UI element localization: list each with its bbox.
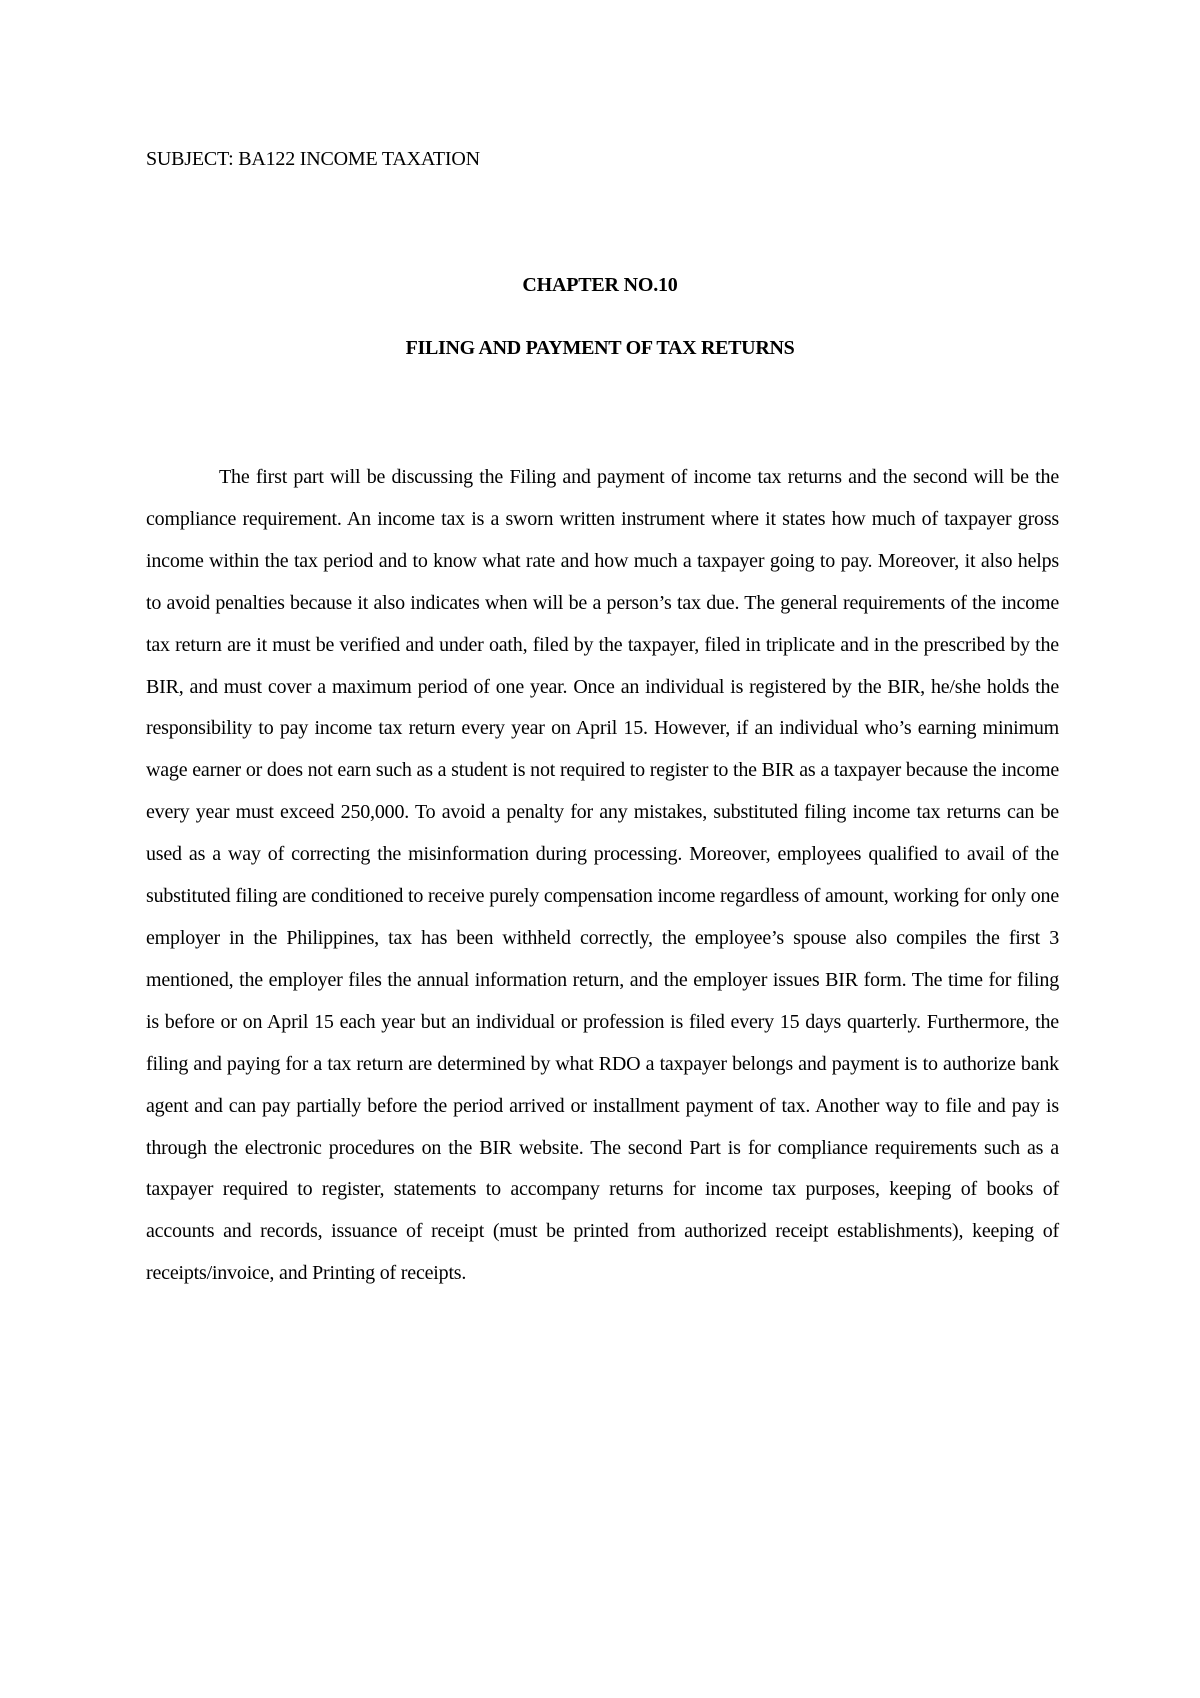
- chapter-number: CHAPTER NO.10: [522, 274, 678, 296]
- body-paragraph: The first part will be discussing the Filing and payment of income tax returns and the second will be the compliance requirement. An income tax is a sworn written instrument where it states how much of taxpayer gross income within the tax period and to know what rate and how much a taxpayer going to pay. Moreover, it also helps to avoid penalties because it also indicates when will be a person’s tax due. The general requirements of the income tax return are it must be verified and under oath, filed by the taxpayer, filed in triplicate and in the prescribed by the BIR, and must cover a maximum period of one year. Once an individual is registered by the BIR, he/she holds the responsibility to pay income tax return every year on April 15. However, if an individual who’s earning minimum wage earner or does not earn such as a student is not required to register to the BIR as a taxpayer because the income every year must exceed 250,000. To avoid a penalty for any mistakes, substituted filing income tax returns can be used as a way of correcting the misinformation during processing. Moreover, employees qualified to avail of the substituted filing are conditioned to receive purely compensation income regardless of amount, working for only one employer in the Philippines, tax has been withheld correctly, the employee’s spouse also compiles the first 3 mentioned, the employer files the annual information return, and the employer issues BIR form. The time for filing is before or on April 15 each year but an individual or profession is filed every 15 days quarterly. Furthermore, the filing and paying for a tax return are determined by what RDO a taxpayer belongs and payment is to authorize bank agent and can pay partially before the period arrived or installment payment of tax. Another way to file and pay is through the electronic procedures on the BIR website. The second Part is for compliance requirements such as a taxpayer required to register, statements to accompany returns for income tax purposes, keeping of books of accounts and records, issuance of receipt (must be printed from authorized receipt establishments), keeping of receipts/invoice, and Printing of receipts.: [146, 466, 1059, 1285]
- chapter-title: FILING AND PAYMENT OF TAX RETURNS: [405, 337, 795, 359]
- subject-line: SUBJECT: BA122 INCOME TAXATION: [146, 148, 480, 170]
